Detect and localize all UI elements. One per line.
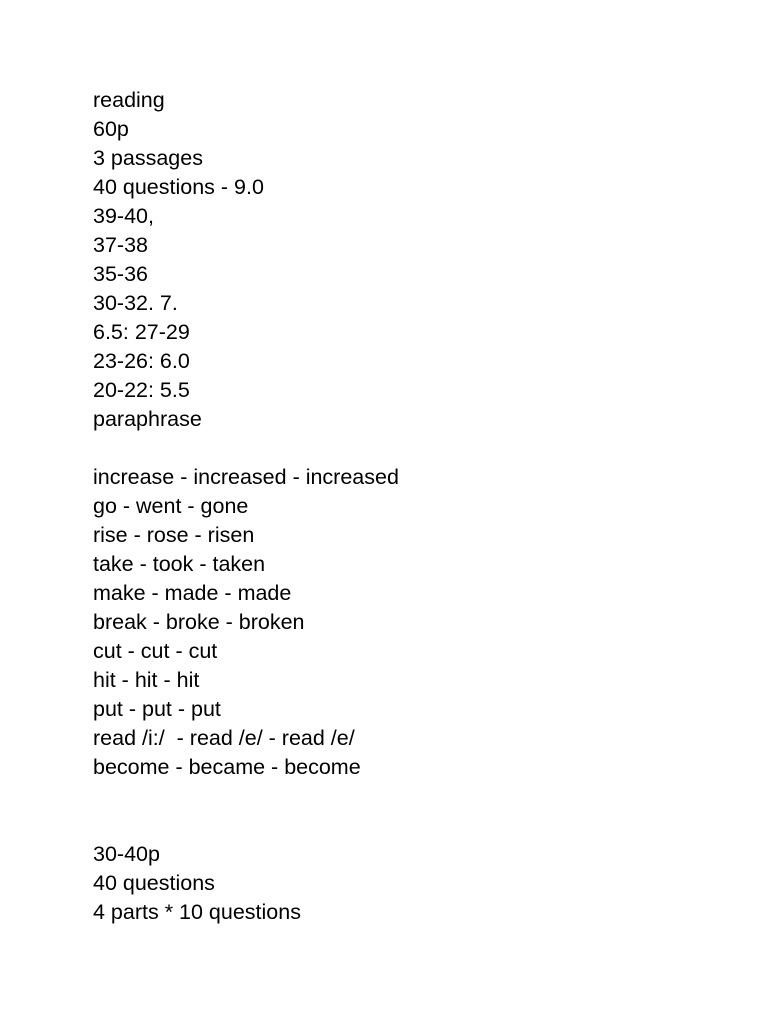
- text-line: become - became - become: [93, 755, 361, 779]
- text-line: 6.5: 27-29: [93, 320, 190, 344]
- text-line: 60p: [93, 117, 129, 141]
- text-line: 39-40,: [93, 204, 154, 228]
- text-line: 40 questions - 9.0: [93, 175, 264, 199]
- text-line: hit - hit - hit: [93, 668, 200, 692]
- text-line: 37-38: [93, 233, 148, 257]
- text-line: 23-26: 6.0: [93, 349, 190, 373]
- text-line: 35-36: [93, 262, 148, 286]
- text-line: 30-40p: [93, 842, 160, 866]
- document-body: [93, 86, 733, 927]
- text-line: reading: [93, 88, 165, 112]
- blank-line: [93, 434, 733, 463]
- text-line: 30-32. 7.: [93, 291, 178, 315]
- text-line: read /i:/ - read /e/ - read /e/: [93, 726, 355, 750]
- text-line: rise - rose - risen: [93, 523, 255, 547]
- text-line: put - put - put: [93, 697, 221, 721]
- text-line: 4 parts * 10 questions: [93, 900, 301, 924]
- text-line: go - went - gone: [93, 494, 249, 518]
- blank-lines: [93, 782, 733, 840]
- listening-notes-block: [93, 840, 733, 927]
- text-line: make - made - made: [93, 581, 292, 605]
- verb-forms-block: [93, 463, 733, 782]
- text-line: 40 questions: [93, 871, 215, 895]
- text-line: increase - increased - increased: [93, 465, 399, 489]
- text-line: take - took - taken: [93, 552, 266, 576]
- text-line: paraphrase: [93, 407, 202, 431]
- text-line: 20-22: 5.5: [93, 378, 190, 402]
- text-line: break - broke - broken: [93, 610, 305, 634]
- text-line: 3 passages: [93, 146, 203, 170]
- text-line: cut - cut - cut: [93, 639, 218, 663]
- reading-notes-block: [93, 86, 733, 434]
